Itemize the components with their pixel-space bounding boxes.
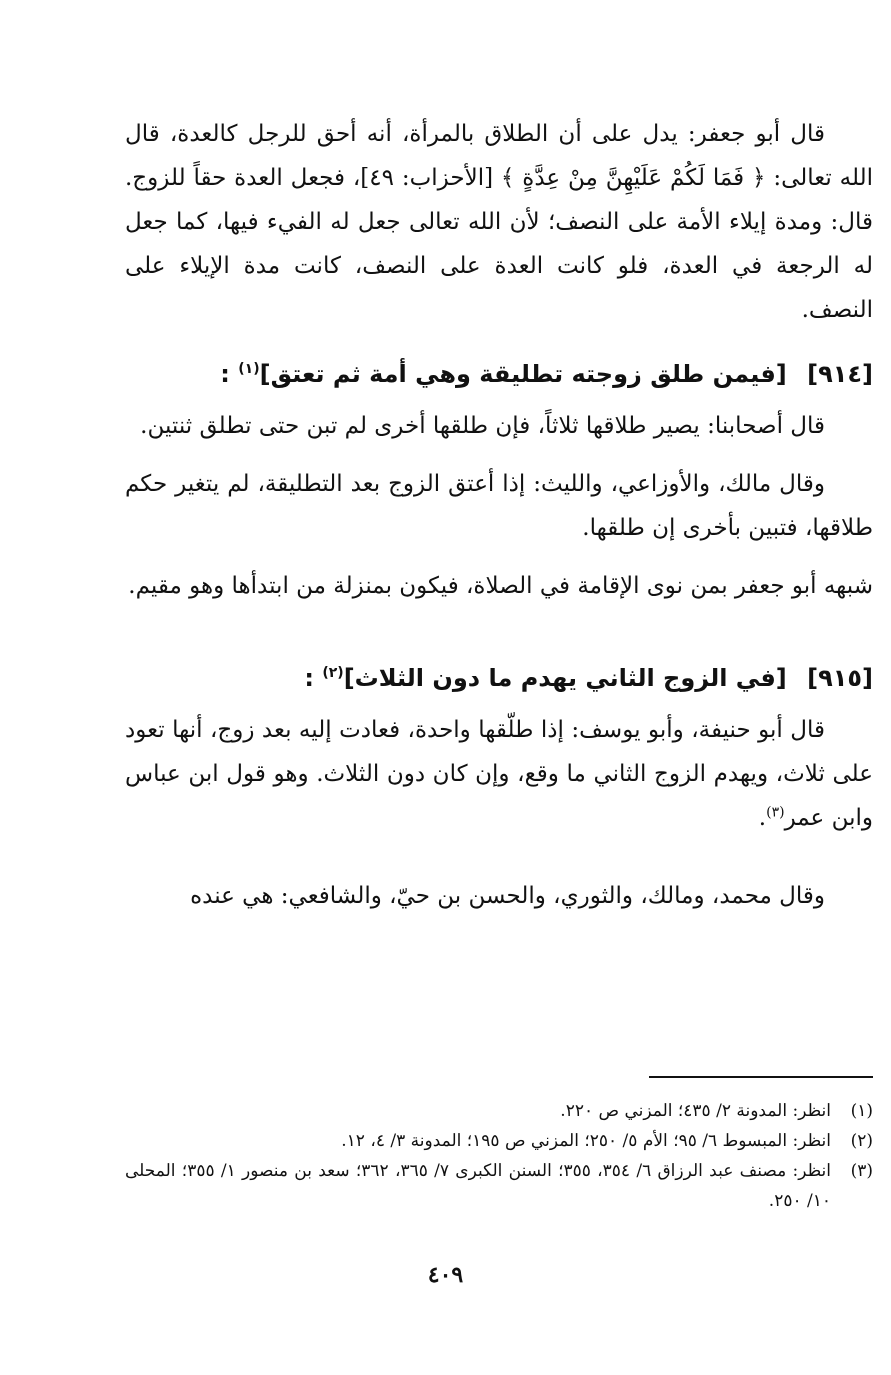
heading-colon: :	[304, 664, 314, 692]
page-number: ٤٠٩	[427, 1262, 464, 1288]
paragraph-4: شبهه أبو جعفر بمن نوى الإقامة في الصلاة، فيكون بمنزلة من ابتدأها وهو مقيم.	[128, 573, 873, 599]
footnote-separator	[649, 1076, 873, 1078]
paragraph-5-end: .	[758, 805, 767, 831]
section-heading-914	[125, 352, 873, 396]
section-title: [في الزوج الثاني يهدم ما دون الثلاث]	[343, 664, 787, 692]
footnote-ref: (١)	[238, 361, 260, 377]
footnotes	[125, 1096, 873, 1216]
footnote-mark: (٢)	[850, 1131, 873, 1151]
paragraph-5	[125, 708, 873, 840]
section-title: [فيمن طلق زوجته تطليقة وهي أمة ثم تعتق]	[259, 360, 787, 388]
paragraph-2: قال أصحابنا: يصير طلاقها ثلاثاً، فإن طلقها أخرى لم تبن حتى تطلق ثنتين.	[140, 413, 825, 439]
paragraph-6: وقال محمد، ومالك، والثوري، والحسن بن حيّ، والشافعي: هي عنده	[190, 883, 825, 909]
footnote-text: انظر: المبسوط ٦/ ٩٥؛ الأم ٥/ ٢٥٠؛ المزني ص ١٩٥؛ المدونة ٣/ ٤، ١٢.	[341, 1131, 831, 1151]
section-number: [٩١٤]	[807, 360, 873, 388]
paragraph-1: قال أبو جعفر: يدل على أن الطلاق بالمرأة، أنه أحق للرجل كالعدة، قال الله تعالى: ﴿ فَمَا لَكُمْ عَلَيْهِنَّ مِنْ عِدَّةٍ ﴾ [الأحزاب: ٤٩]، فجعل العدة حقاً للزوج. قال: ومدة إيلاء الأمة على النصف؛ لأن الله تعالى جعل له الفيء فيها، كما جعل له الرجعة في العدة، فلو كانت العدة على النصف، كانت مدة الإيلاء على النصف.	[125, 121, 874, 323]
footnote-ref: (٣)	[766, 804, 785, 821]
heading-colon: :	[220, 360, 230, 388]
footnote-text: انظر: مصنف عبد الرزاق ٦/ ٣٥٤، ٣٥٥؛ السنن الكبرى ٧/ ٣٦٥، ٣٦٢؛ سعد بن منصور ١/ ٣٥٥؛ المحلى ١٠/ ٢٥٠.	[125, 1161, 832, 1211]
footnote-text: انظر: المدونة ٢/ ٤٣٥؛ المزني ص ٢٢٠.	[560, 1101, 831, 1121]
footnote-item	[125, 1156, 873, 1216]
footnote-item	[125, 1096, 873, 1126]
main-text	[125, 112, 873, 918]
footnote-mark: (١)	[850, 1101, 873, 1121]
footnote-item	[125, 1126, 873, 1156]
paragraph-3: وقال مالك، والأوزاعي، والليث: إذا أعتق الزوج بعد التطليقة، لم يتغير حكم طلاقها، فتبين بأخرى إن طلقها.	[125, 471, 873, 541]
footnote-mark: (٣)	[850, 1161, 873, 1181]
section-number: [٩١٥]	[807, 664, 873, 692]
footnote-ref: (٢)	[322, 665, 344, 681]
paragraph-5-text: قال أبو حنيفة، وأبو يوسف: إذا طلّقها واحدة، فعادت إليه بعد زوج، أنها تعود على ثلاث، ويهدم الزوج الثاني ما وقع، وإن كان دون الثلاث. وهو قول ابن عباس وابن عمر	[125, 717, 873, 831]
section-heading-915	[125, 656, 873, 700]
